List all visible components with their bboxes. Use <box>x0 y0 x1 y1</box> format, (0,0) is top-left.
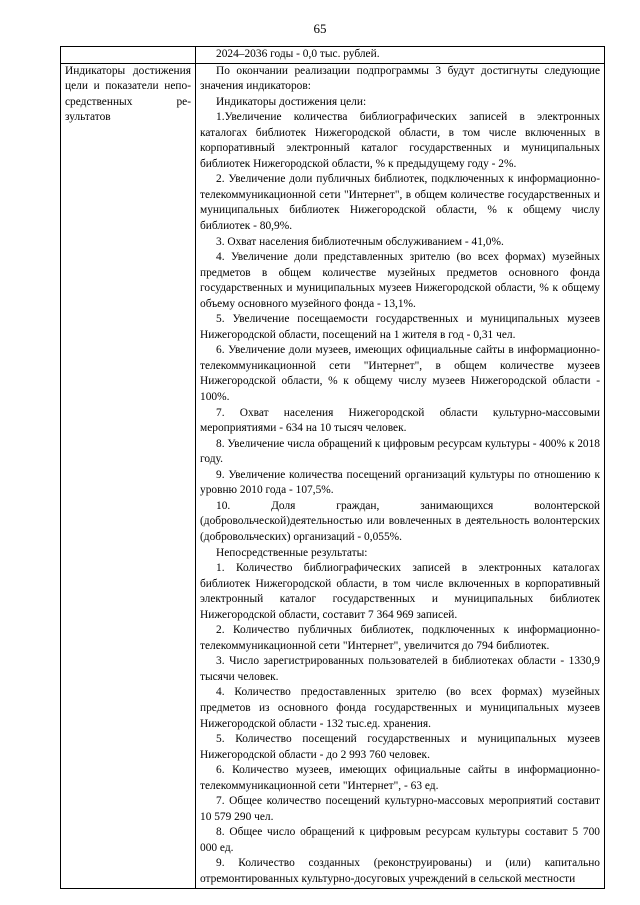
table-row-indicators <box>61 63 605 888</box>
result-item: 7. Общее количество посещений культурно-массовых мероприятий составит 10 579 290 чел. <box>200 795 600 823</box>
indicator-item: 3. Охват населения библиотечным обслуживанием - 41,0%. <box>216 235 504 248</box>
indicator-item: 7. Охват населения Нижегородской области культурно-массовыми мероприятиями - 634 на 10 тысяч человек. <box>200 406 600 435</box>
indicator-item: 2. Увеличение доли публичных библиотек, подключенных к информационно-телекоммуникационной сети "Интернет", в общем количестве государственных и муниципальных библиотек Нижегородской области, % к общему числу библиотек - 80,9%. <box>200 173 600 233</box>
indicator-item: 6. Увеличение доли музеев, имеющих официальные сайты в информационно-телекоммуникационной сети "Интернет", в общем количестве музеев Нижегородской области, % к общему числу музеев Нижегородской области - 100%. <box>200 344 600 404</box>
intro-paragraph: По окончании реализации подпрограммы 3 будут достигнуты следующие значения индикаторов: <box>200 64 600 93</box>
indicator-item: 5. Увеличение посещаемости государственных и муниципальных музеев Нижегородской области, посещений на 1 жителя в год - 0,31 чел. <box>200 313 600 341</box>
results-heading: Непосредственные результаты: <box>216 546 368 559</box>
result-item: 3. Число зарегистрированных пользователей в библиотеках области - 1330,9 тысячи человек. <box>200 655 600 683</box>
result-item: 2. Количество публичных библиотек, подключенных к информационно-телекоммуникационной сети "Интернет", увеличится до 794 библиотек. <box>200 624 600 652</box>
funding-text: 2024–2036 годы - 0,0 тыс. рублей. <box>216 48 380 60</box>
page-number: 65 <box>313 21 327 36</box>
indicator-item: 9. Увеличение количества посещений организаций культуры по отношению к уровню 2010 года - 107,5%. <box>200 468 600 497</box>
indicator-item: 8. Увеличение числа обращений к цифровым ресурсам культуры - 400% к 2018 году. <box>200 437 600 466</box>
indicators-label-cell <box>61 63 196 888</box>
empty-label-cell <box>61 47 196 64</box>
result-item: 9. Количество созданных (реконструированы) и (или) капитально отремонтированных культурно-досуговых учреждений в сельской местности <box>200 857 600 885</box>
indicator-item: 1.Увеличение количества библиографических записей в электронных каталогах библиотек Нижегородской области, в том числе включенных в корпоративный электронный каталог государственных и муниципальных библиотек Нижегородской области, % к предыдущему году - 2%. <box>200 111 600 170</box>
result-item: 8. Общее число обращений к цифровым ресурсам культуры составит 5 700 000 ед. <box>200 826 600 854</box>
indicators-label: Индикаторы достижения цели и показатели непосредственных результатов <box>65 64 191 124</box>
result-item: 5. Количество посещений государственных и муниципальных музеев Нижегородской области - до 2 993 760 человек. <box>200 733 600 761</box>
indicator-item: 10. Доля граждан, занимающихся волонтерской (добровольческой)деятельностью или вовлеченных в деятельность волонтерских (добровольческих) организаций - 0,055%. <box>200 499 600 543</box>
document-table <box>60 46 605 889</box>
indicators-heading: Индикаторы достижения цели: <box>216 95 367 108</box>
indicators-content-cell <box>196 63 605 888</box>
indicator-item: 4. Увеличение доли представленных зрителю (во всех формах) музейных предметов в общем количестве музейных предметов основного фонда государственных и муниципальных музеев Нижегородской области, % к общему объему основного музейного фонда - 13,1%. <box>200 251 600 310</box>
result-item: 1. Количество библиографических записей в электронных каталогах библиотек Нижегородской области, в том числе включенных в корпоративный электронный каталог государственных и муниципальных библиотек Нижегородской области, составит 7 364 969 записей. <box>200 562 600 621</box>
result-item: 6. Количество музеев, имеющих официальные сайты в информационно-телекоммуникационной сети "Интернет", - 63 ед. <box>200 764 600 792</box>
funding-text-cell <box>196 47 605 64</box>
table-row-funding <box>61 47 605 64</box>
result-item: 4. Количество предоставленных зрителю (во всех формах) музейных предметов из основного фонда государственных и муниципальных музеев Нижегородской области - 132 тыс.ед. хранения. <box>200 686 600 730</box>
